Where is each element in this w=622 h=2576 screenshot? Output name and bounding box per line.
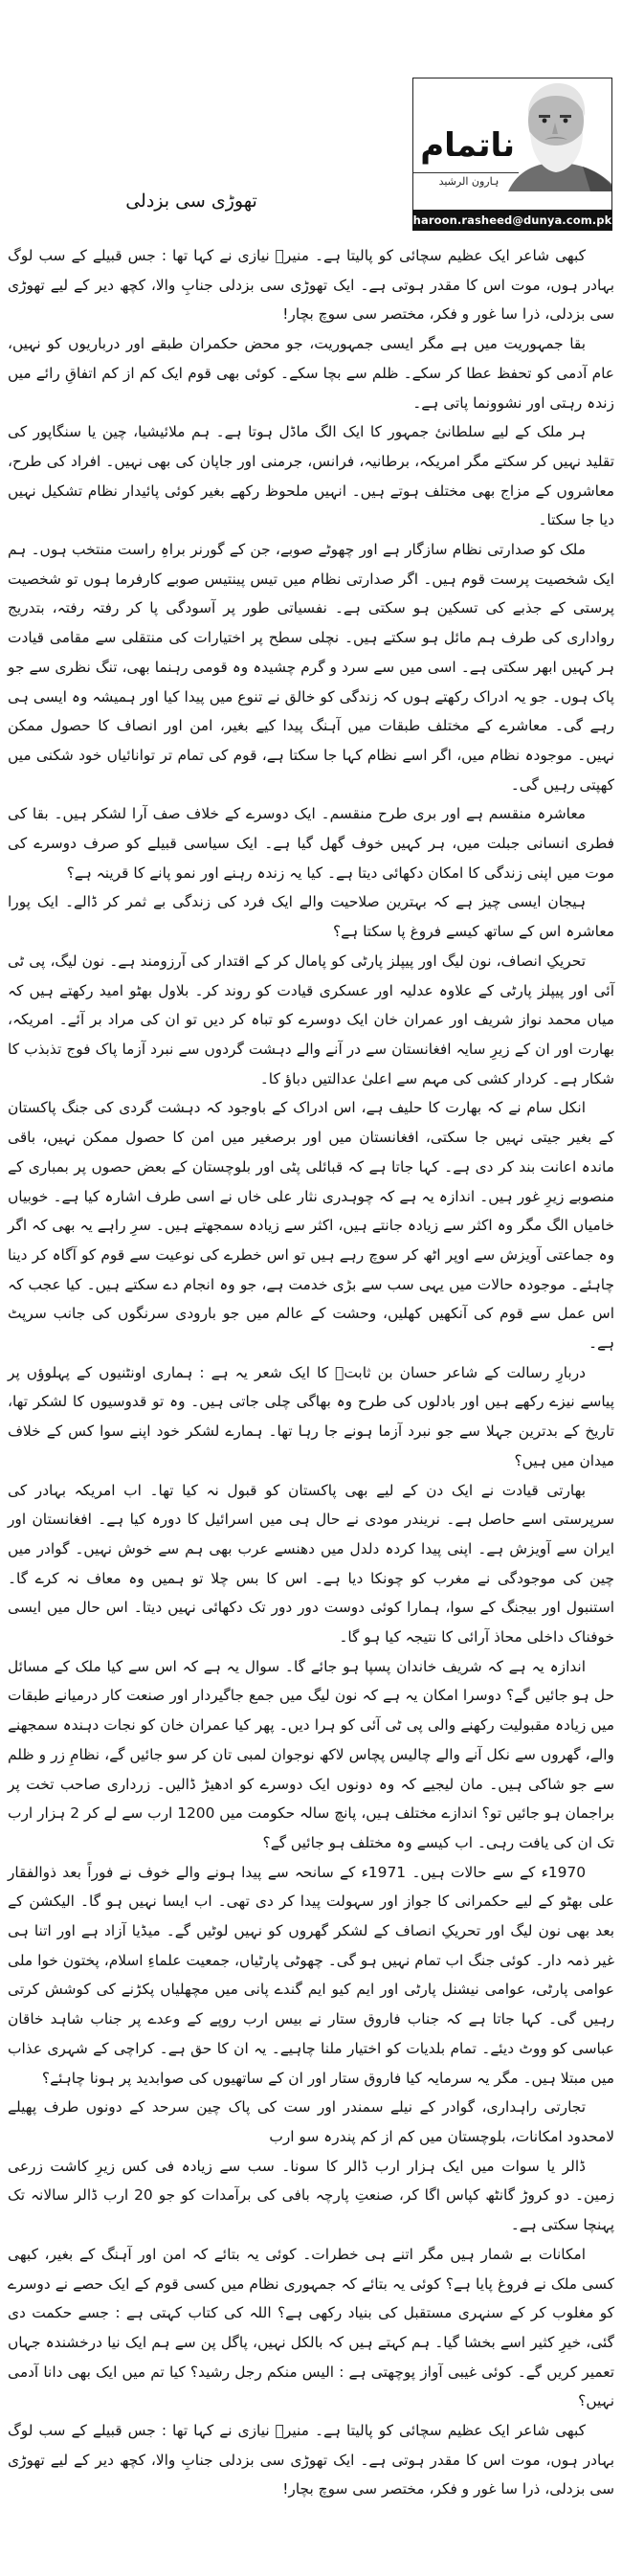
- article-paragraph: ڈالر یا سوات میں ایک ہزار ارب ڈالر کا سونا۔ سب سے زیادہ فی کس زیرِ کاشت زرعی زمین۔ دو کروڑ گانٹھ کپاس اگا کر، صنعتِ پارچہ بافی کی برآمدات کو جو 20 ارب ڈالر سالانہ تک پہنچا سکتی ہے۔: [8, 2157, 614, 2234]
- author-name: ہارون الرشید: [438, 175, 500, 188]
- article-paragraph: اندازہ یہ ہے کہ شریف خاندان پسپا ہو جائے گا۔ سوال یہ ہے کہ اس سے کیا ملک کے مسائل حل ہو جائیں گے؟ دوسرا امکان یہ ہے کہ نون لیگ میں جمع جاگیردار اور صنعت کار درمیانے طبقات میں زیادہ مقبولیت رکھنے والی پی ٹی آئی کو ہرا دیں۔ پھر کیا عمران خان کو نجات دہندہ سمجھنے والے، گھروں سے نکل آنے والے چالیس پچاس لاکھ نوجوان لمبی تان کر سو جائیں گے، نظامِ زر و ظلم سے جو شاکی ہیں۔ مان لیجیے کہ وہ دونوں ایک دوسرے کو ادھیڑ ڈالیں۔ زرداری صاحب تخت پر براجمان ہو جائیں تو؟ اندازے مختلف ہیں، پانچ سالہ حکومت میں 1200 ارب سے لے کر 2 ہزار ارب تک ان کی یافت رہی۔ اب کیسے وہ مختلف ہو جائیں گے؟: [8, 1657, 614, 1851]
- article-paragraph: بھارتی قیادت نے ایک دن کے لیے بھی پاکستان کو قبول نہ کیا تھا۔ اب امریکہ بہادر کی سرپرستی اسے حاصل ہے۔ نریندر مودی نے حال ہی میں اسرائیل کا دورہ کیا ہے۔ افغانستان اور ایران سے آویزش ہے۔ اپنی پیدا کردہ دلدل میں دھنسے عرب بھی ہم سے خوش نہیں۔ گوادر میں چین کی موجودگی نے مغرب کو چونکا دیا ہے۔ اس کا بس چلا تو ہمیں وہ معاف نہ کرے گا۔ استنبول اور بیجنگ کے سوا، ہمارا کوئی دوست دور دور تک دکھائی نہیں دیتا۔ اس حال میں ایسی خوفناک داخلی محاذ آرائی کا نتیجہ کیا ہو گا۔: [8, 1481, 614, 1646]
- author-email[interactable]: haroon.rasheed@dunya.com.pk: [412, 210, 612, 231]
- article-body: [8, 241, 614, 2504]
- article-paragraph: دربارِ رسالت کے شاعر حسان بن ثابتؓ کا ایک شعر یہ ہے : ہماری اونٹنیوں کے پہلوؤں پر پیاسے نیزے رکھے ہیں اور بادلوں کی طرح وہ بھاگی چلی جاتی ہیں۔ وہ تو قدوسیوں کا لشکر تھا، تاریخ کے بدترین جہلا سے جو نبرد آزما ہونے جا رہا تھا۔ ہمارے لشکر خود اپنے سوا کس کے خلاف میدان میں ہیں؟: [8, 1363, 614, 1469]
- article-paragraph: معاشرہ منقسم ہے اور بری طرح منقسم۔ ایک دوسرے کے خلاف صف آرا لشکر ہیں۔ بقا کی فطری انسانی جبلت میں، ہر کہیں خوف گھل گیا ہے۔ ایک سیاسی قبیلے کو صرف دوسرے کی موت میں اپنی زندگی کا امکان دکھائی دیتا ہے۔ کیا یہ زندہ رہنے اور نمو پانے کا قرینہ ہے؟: [8, 805, 614, 882]
- article-paragraph: بقا جمہوریت میں ہے مگر ایسی جمہوریت، جو محض حکمران طبقے اور درباریوں کو نہیں، عام آدمی کو تحفظ عطا کر سکے۔ ظلم سے بچا سکے۔ کوئی بھی قوم ایک کم از کم اتفاقِ رائے میں زندہ رہتی اور نشوونما پاتی ہے۔: [8, 335, 614, 412]
- column-name: ناتمام: [420, 126, 515, 165]
- article-paragraph: تجارتی راہداری، گوادر کے نیلے سمندر اور ست کی پاک چین سرحد کے دونوں طرف پھیلے لامحدود امکانات، بلوچستان میں کم از کم پندرہ سو ارب: [8, 2098, 614, 2145]
- article-paragraph: ہیجان ایسی چیز ہے کہ بہترین صلاحیت والے ایک فرد کی زندگی بے ثمر کر ڈالے۔ ایک پورا معاشرہ اس کے ساتھ کیسے فروغ پا سکتا ہے؟: [8, 893, 614, 941]
- article-paragraph: ہر ملک کے لیے سلطانیٔ جمہور کا ایک الگ ماڈل ہوتا ہے۔ ہم ملائیشیا، چین یا سنگاپور کی تقلید نہیں کر سکتے مگر امریکہ، برطانیہ، فرانس، جرمنی اور جاپان کی بھی نہیں۔ افراد کی طرح، معاشروں کے مزاج بھی مختلف ہوتے ہیں۔ انہیں ملحوظ رکھے بغیر کوئی پائیدار نظام تشکیل نہیں دیا جا سکتا۔: [8, 423, 614, 529]
- article-paragraph: انکل سام نے کہ بھارت کا حلیف ہے، اس ادراک کے باوجود کہ دہشت گردی کی جنگ پاکستان کے بغیر جیتی نہیں جا سکتی، افغانستان میں اور برصغیر میں امن کا حصول ممکن نہیں، باقی ماندہ اعانت بند کر دی ہے۔ کہا جاتا ہے کہ قبائلی پٹی اور بلوچستان کے بعض حصوں پر بمباری کے منصوبے زیرِ غور ہیں۔ اندازہ یہ ہے کہ چوہدری نثار علی خاں نے اسی طرف اشارہ کیا ہے۔ خوبیاں خامیاں الگ مگر وہ اکثر سے زیادہ جانتے ہیں، اکثر سے زیادہ سمجھتے ہیں۔ سرِ راہے یہ بھی کہ اگر وہ جماعتی آویزش سے اوپر اٹھ کر سوچ رہے ہیں تو اس خطرے کی نوعیت سے قوم کو آگاہ کر دینا چاہئے۔ موجودہ حالات میں یہی سب سے بڑی خدمت ہے، جو وہ انجام دے سکتے ہیں۔ کیا عجب کہ اس عمل سے قوم کی آنکھیں کھلیں، وحشت کے عالم میں جو بارودی سرنگوں کی جانب سرپٹ ہے۔: [8, 1099, 614, 1353]
- author-portrait-icon: [499, 78, 611, 191]
- article-paragraph: کبھی شاعر ایک عظیم سچائی کو پالیتا ہے۔ منیرؔ نیازی نے کہا تھا : جس قبیلے کے سب لوگ بہادر ہوں، موت اس کا مقدر ہوتی ہے۔ ایک تھوڑی سی بزدلی جنابِ والا، کچھ دیر کے لیے تھوڑی سی بزدلی، ذرا سا غور و فکر، مختصر سی سوچ بچار!: [8, 247, 614, 324]
- article-paragraph: ملک کو صدارتی نظام سازگار ہے اور چھوٹے صوبے، جن کے گورنر براہِ راست منتخب ہوں۔ ہم ایک شخصیت پرست قوم ہیں۔ اگر صدارتی نظام میں تیس پینتیس صوبے کارفرما ہوں تو شخصیت پرستی کے جذبے کی تسکین ہو سکتی ہے۔ نفسیاتی طور پر آسودگی پا کر رفتہ رفتہ، بتدریج رواداری کی طرف ہم مائل ہو سکتے ہیں۔ نچلی سطح پر اختیارات کی منتقلی سے مقامی قیادت ہر کہیں ابھر سکتی ہے۔ اسی میں سے سرد و گرم چشیدہ وہ قومی رہنما بھی، تنگ نظری سے جو پاک ہوں۔ جو یہ ادراک رکھتے ہوں کہ زندگی کو خالق نے تنوع میں پیدا کیا اور ہمیشہ وہ ایسی ہی رہے گی۔ معاشرے کے مختلف طبقات میں آہنگ پیدا کیے بغیر، امن اور انصاف کا حصول ممکن نہیں۔ موجودہ نظام میں، اگر اسے نظام کہا جا سکتا ہے، قوم کی تمام تر توانائیاں خود شکنی میں کھپتی رہیں گی۔: [8, 541, 614, 794]
- article-paragraph: 1970ء کے سے حالات ہیں۔ 1971ء کے سانحہ سے پیدا ہونے والے خوف نے فوراً بعد ذوالفقار علی بھٹو کے لیے حکمرانی کا جواز اور سہولت پیدا کر دی تھی۔ اب ایسا نہیں ہو گا۔ الیکشن کے بعد بھی نون لیگ اور تحریکِ انصاف کے لشکر گھروں کو نہیں لوٹیں گے۔ میڈیا آزاد ہے اور اتنا ہی غیر ذمہ دار۔ کوئی جنگ اب تمام نہیں ہو گی۔ چھوٹی پارٹیاں، جمعیت علماءِ اسلام، پختون خوا ملی عوامی پارٹی، عوامی نیشنل پارٹی اور ایم کیو ایم گندے پانی میں مچھلیاں پکڑنے کی کوشش کرتی رہیں گی۔ کہا جاتا ہے کہ جناب فاروق ستار نے بیس ارب روپے کے وعدے پر جناب شاہد خاقان عباسی کو ووٹ دیئے۔ تمام بلدیات کو اختیار ملنا چاہیے۔ یہ ان کا حق ہے۔ کراچی کے شہری عذاب میں مبتلا ہیں۔ مگر یہ سرمایہ کیا فاروق ستار اور ان کے ساتھیوں کی صوابدید پر ہونا چاہئے؟: [8, 1863, 614, 2087]
- column-byline-box: [412, 78, 612, 210]
- article-paragraph: کبھی شاعر ایک عظیم سچائی کو پالیتا ہے۔ منیرؔ نیازی نے کہا تھا : جس قبیلے کے سب لوگ بہادر ہوں، موت اس کا مقدر ہوتی ہے۔ ایک تھوڑی سی بزدلی جنابِ والا، کچھ دیر کے لیے تھوڑی سی بزدلی، ذرا سا غور و فکر، مختصر سی سوچ بچار!: [8, 2422, 614, 2498]
- article-headline: تھوڑی سی بزدلی: [125, 190, 257, 212]
- byline-divider: [413, 172, 519, 173]
- article-paragraph: امکانات بے شمار ہیں مگر اتنے ہی خطرات۔ کوئی یہ بتائے کہ امن اور آہنگ کے بغیر، کبھی کسی ملک نے فروغ پایا ہے؟ کوئی یہ بتائے کہ جمہوری نظام میں کسی قوم کے ایک حصے نے دوسرے کو مغلوب کر کے سنہری مستقبل کی بنیاد رکھی ہے؟ اللہ کی کتاب کہتی ہے : جسے حکمت دی گئی، خیرِ کثیر اسے بخشا گیا۔ ہم کہتے ہیں کہ بالکل نہیں، پاگل پن سے ہم ایک نیا درخشندہ جہاں تعمیر کریں گے۔ کوئی غیبی آواز پوچھتی ہے : الیس منکم رجل رشید؟ کیا تم میں ایک بھی دانا آدمی نہیں؟: [8, 2245, 614, 2410]
- article-paragraph: تحریکِ انصاف، نون لیگ اور پیپلز پارٹی کو پامال کر کے اقتدار کی آرزومند ہے۔ نون لیگ، پی ٹی آئی اور پیپلز پارٹی کے علاوہ عدلیہ اور عسکری قیادت کو روند کر۔ بلاول بھٹو امید رکھتے ہیں کہ میاں محمد نواز شریف اور عمران خان ایک دوسرے کو تباہ کر دیں تو ان کی مراد بر آئے۔ امریکہ، بھارت اور ان کے زیرِ سایہ افغانستان سے در آنے والے دہشت گردوں سے نبرد آزما پاک فوج تذبذب کا شکار ہے۔ کردار کشی کی مہم سے اعلیٰ عدالتیں دباؤ کا۔: [8, 952, 614, 1087]
